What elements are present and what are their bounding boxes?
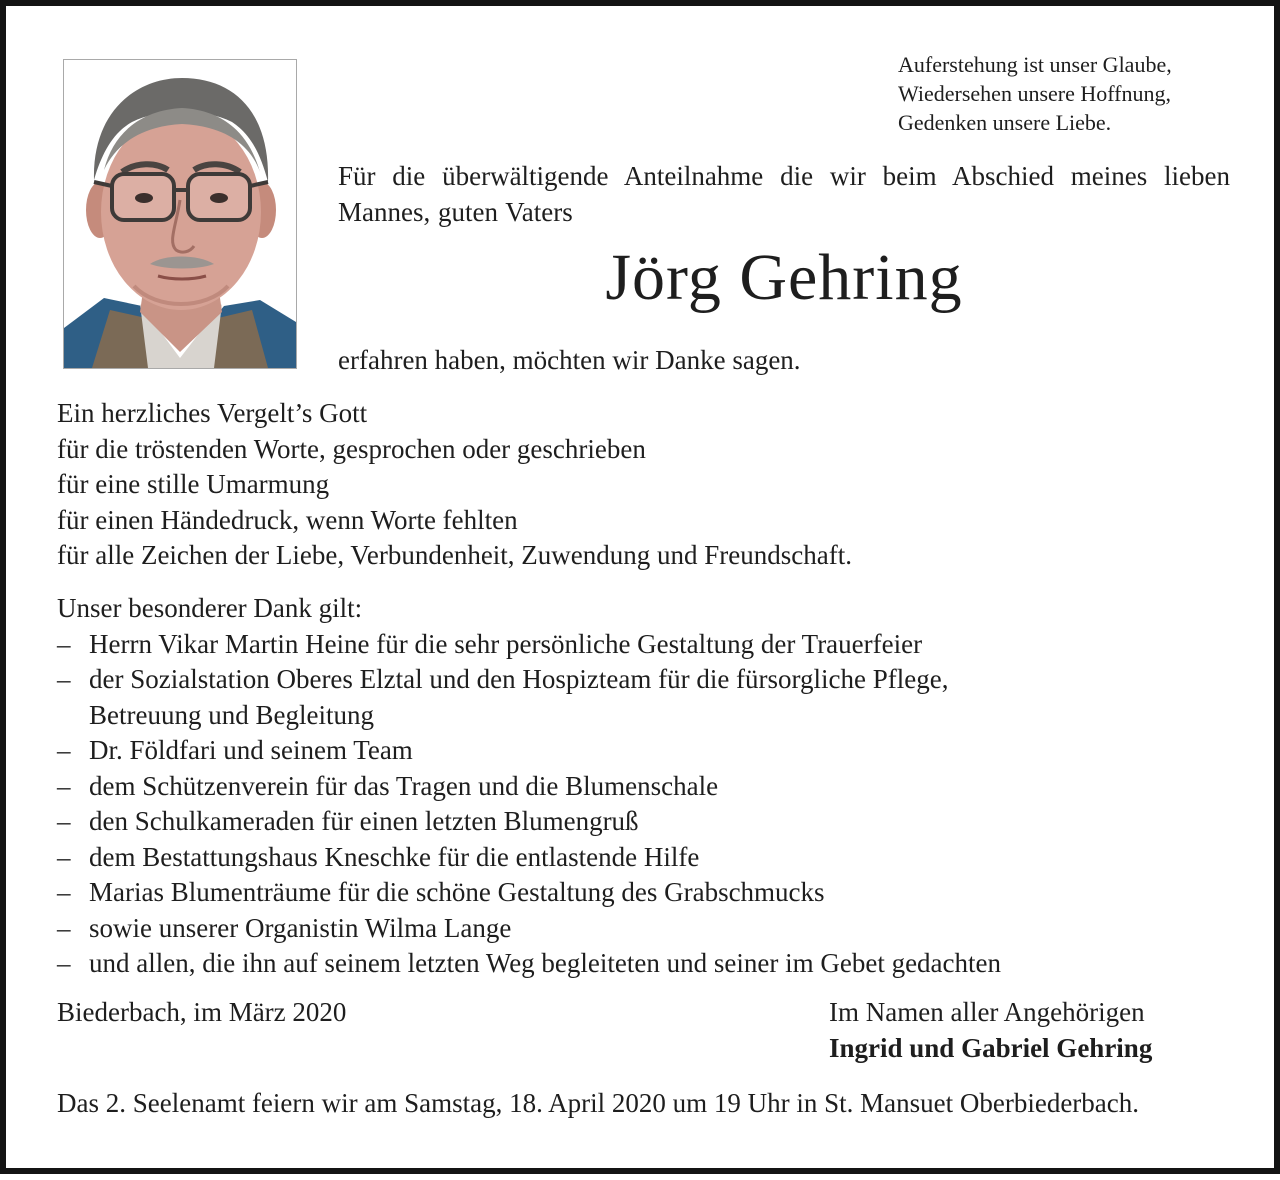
memorial-service-note: Das 2. Seelenamt feiern wir am Samstag, 18. April 2020 um 19 Uhr in St. Mansuet Oberbiederbach.	[57, 1088, 1140, 1118]
list-dash: –	[57, 735, 71, 765]
motto-verse	[898, 50, 1172, 137]
special-thanks-item	[57, 804, 1001, 840]
special-thanks-text: den Schulkameraden für einen letzten Blumengruß	[89, 806, 639, 836]
thanks-line: Ein herzliches Vergelt’s Gott	[57, 398, 368, 428]
motto-line: Auferstehung ist unser Glaube,	[898, 52, 1172, 77]
special-thanks-item	[57, 662, 1001, 698]
special-thanks	[57, 591, 1001, 982]
list-dash: –	[57, 841, 71, 872]
list-dash	[57, 698, 89, 734]
special-thanks-item	[57, 875, 1001, 911]
portrait-image	[64, 60, 296, 368]
on-behalf-line: Im Namen aller Angehörigen	[829, 997, 1145, 1027]
motto-line: Wiedersehen unsere Hoffnung,	[898, 81, 1172, 106]
thanks-line: für die tröstenden Worte, gesprochen oder geschrieben	[57, 433, 646, 464]
thanks-line: für eine stille Umarmung	[57, 469, 330, 499]
special-thanks-item	[57, 698, 1001, 734]
family-names: Ingrid und Gabriel Gehring	[829, 1033, 1153, 1063]
special-thanks-text: der Sozialstation Oberes Elztal und den Hospizteam für die fürsorgliche Pflege,	[89, 664, 949, 694]
list-dash: –	[57, 948, 71, 978]
special-thanks-item	[57, 946, 1001, 982]
special-thanks-text: Dr. Földfari und seinem Team	[89, 735, 413, 765]
intro-text-end: erfahren haben, möchten wir Danke sagen.	[338, 345, 801, 375]
special-thanks-item	[57, 733, 1001, 769]
special-thanks-list	[57, 627, 1001, 982]
list-dash: –	[57, 770, 71, 801]
place-date: Biederbach, im März 2020	[57, 997, 347, 1027]
special-thanks-text: dem Schützenverein für das Tragen und die Blumenschale	[89, 770, 719, 801]
special-thanks-item	[57, 769, 1001, 805]
special-thanks-item	[57, 627, 1001, 663]
portrait-photo	[63, 59, 297, 369]
special-thanks-text: Herrn Vikar Martin Heine für die sehr persönliche Gestaltung der Trauerfeier	[89, 628, 923, 659]
list-dash: –	[57, 806, 71, 836]
special-thanks-text: Marias Blumenträume für die schöne Gestaltung des Grabschmucks	[89, 877, 825, 907]
special-thanks-text: und allen, die ihn auf seinem letzten Weg begleiteten und seiner im Gebet gedachten	[89, 948, 1002, 978]
thanks-line: für alle Zeichen der Liebe, Verbundenheit, Zuwendung und Freundschaft.	[57, 540, 852, 570]
list-dash: –	[57, 628, 71, 659]
intro-text: Für die überwältigende Anteilnahme die wir beim Abschied meines lieben Mannes, guten Vaters	[338, 161, 1230, 227]
motto-line: Gedenken unsere Liebe.	[898, 110, 1112, 135]
thanks-block	[57, 396, 852, 574]
thanks-line: für einen Händedruck, wenn Worte fehlten	[57, 504, 518, 535]
special-thanks-text: sowie unserer Organistin Wilma Lange	[89, 912, 512, 943]
deceased-name: Jörg Gehring	[605, 241, 963, 314]
list-dash: –	[57, 664, 71, 694]
special-thanks-text: Betreuung und Begleitung	[89, 699, 374, 730]
signature-block	[829, 994, 1152, 1066]
special-thanks-item	[57, 911, 1001, 947]
list-dash: –	[57, 912, 71, 943]
special-thanks-title: Unser besonderer Dank gilt:	[57, 593, 363, 623]
special-thanks-item	[57, 840, 1001, 876]
special-thanks-text: dem Bestattungshaus Kneschke für die entlastende Hilfe	[89, 841, 700, 872]
list-dash: –	[57, 877, 71, 907]
